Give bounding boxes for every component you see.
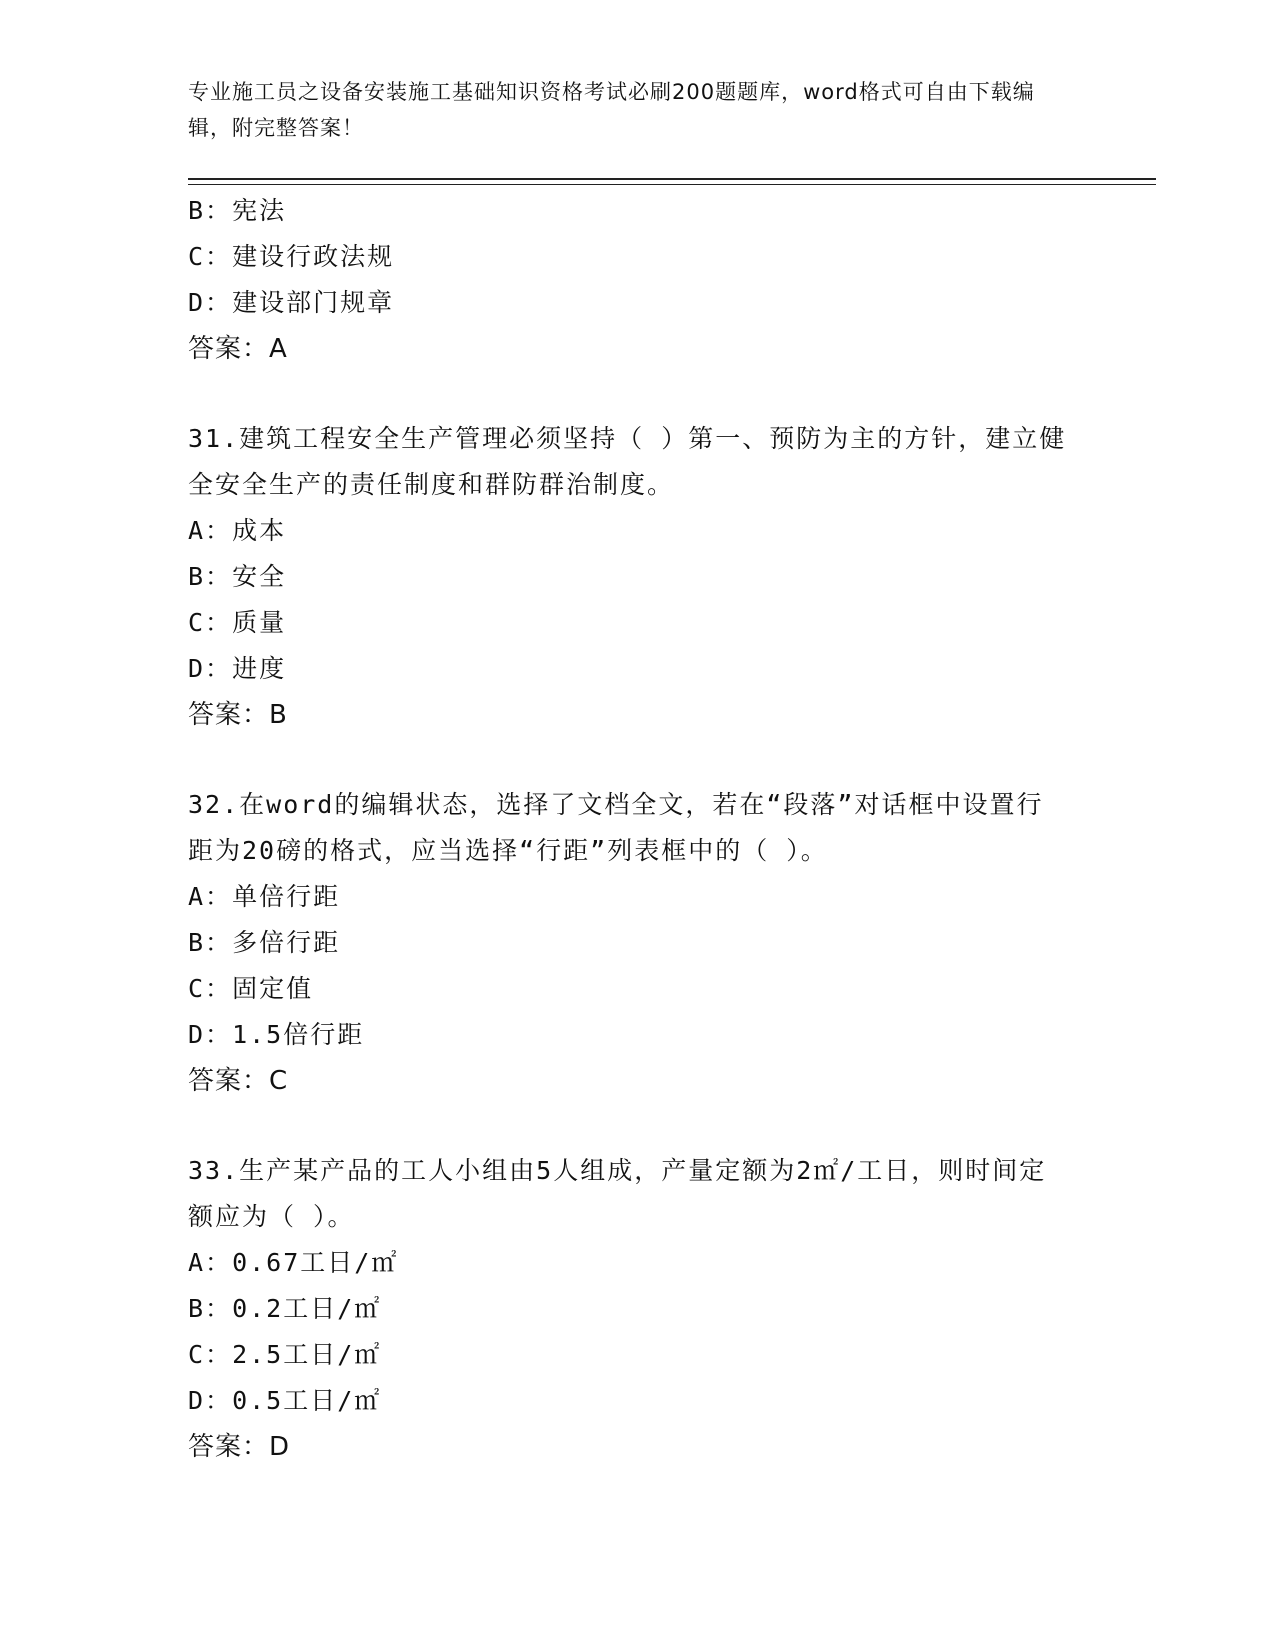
option-c: [188, 966, 1088, 1012]
option-text: 进度: [232, 654, 287, 683]
spacer: [188, 1104, 1088, 1148]
option-a: [188, 874, 1088, 920]
option-d: [188, 1012, 1088, 1058]
option-label: A：: [188, 516, 233, 545]
option-text: 0.5工日/㎡: [232, 1386, 382, 1415]
spacer: [188, 738, 1088, 782]
answer-line: 答案：D: [188, 1432, 291, 1462]
option-label: B：: [188, 196, 233, 225]
option-d: [188, 646, 1088, 692]
option-b: [188, 188, 1088, 234]
option-label: A：: [188, 882, 233, 911]
question-text: 31.建筑工程安全生产管理必须坚持（ ）第一、预防为主的方针，建立健全安全生产的责任制度和群防群治制度。: [188, 424, 1067, 499]
option-text: 安全: [232, 562, 287, 591]
document-header: 专业施工员之设备安装施工基础知识资格考试必刷200题题库，word格式可自由下载编辑，附完整答案！: [188, 80, 1035, 140]
option-label: D：: [188, 654, 233, 683]
option-label: C：: [188, 974, 233, 1003]
spacer: [188, 372, 1088, 416]
question-text: 33.生产某产品的工人小组由5人组成，产量定额为2㎡/工日，则时间定额应为（ ）。: [188, 1156, 1047, 1231]
question-text: 32.在word的编辑状态，选择了文档全文，若在“段落”对话框中设置行距为20磅的格式，应当选择“行距”列表框中的（ ）。: [188, 790, 1044, 865]
option-d: [188, 1378, 1088, 1424]
option-c: [188, 1332, 1088, 1378]
option-text: 0.67工日/㎡: [232, 1248, 399, 1277]
document-body: [188, 188, 1088, 1470]
option-d: [188, 280, 1088, 326]
option-b: [188, 1286, 1088, 1332]
option-c: [188, 234, 1088, 280]
option-text: 固定值: [232, 974, 314, 1003]
option-label: B：: [188, 1294, 233, 1323]
option-label: C：: [188, 242, 233, 271]
prev-question: [188, 188, 1088, 372]
option-label: A：: [188, 1248, 233, 1277]
option-label: B：: [188, 928, 233, 957]
option-text: 2.5工日/㎡: [232, 1340, 382, 1369]
option-text: 质量: [232, 608, 287, 637]
option-label: D：: [188, 1386, 233, 1415]
option-text: 单倍行距: [232, 882, 341, 911]
option-c: [188, 600, 1088, 646]
option-text: 建设行政法规: [232, 242, 395, 271]
question-33: [188, 1148, 1088, 1470]
answer-line: 答案：B: [188, 700, 288, 730]
option-b: [188, 554, 1088, 600]
option-text: 0.2工日/㎡: [232, 1294, 382, 1323]
question-32: [188, 782, 1088, 1104]
option-text: 建设部门规章: [232, 288, 395, 317]
header-rule-thick: [188, 178, 1156, 180]
option-text: 成本: [232, 516, 287, 545]
option-a: [188, 1240, 1088, 1286]
header-rule-thin: [188, 184, 1156, 185]
option-label: D：: [188, 288, 233, 317]
option-label: C：: [188, 1340, 233, 1369]
option-a: [188, 508, 1088, 554]
option-b: [188, 920, 1088, 966]
option-label: B：: [188, 562, 233, 591]
option-label: D：: [188, 1020, 233, 1049]
answer-line: 答案：A: [188, 334, 288, 364]
option-text: 多倍行距: [232, 928, 341, 957]
answer-line: 答案：C: [188, 1066, 289, 1096]
option-text: 宪法: [232, 196, 287, 225]
question-31: [188, 416, 1088, 738]
option-label: C：: [188, 608, 233, 637]
option-text: 1.5倍行距: [232, 1020, 365, 1049]
